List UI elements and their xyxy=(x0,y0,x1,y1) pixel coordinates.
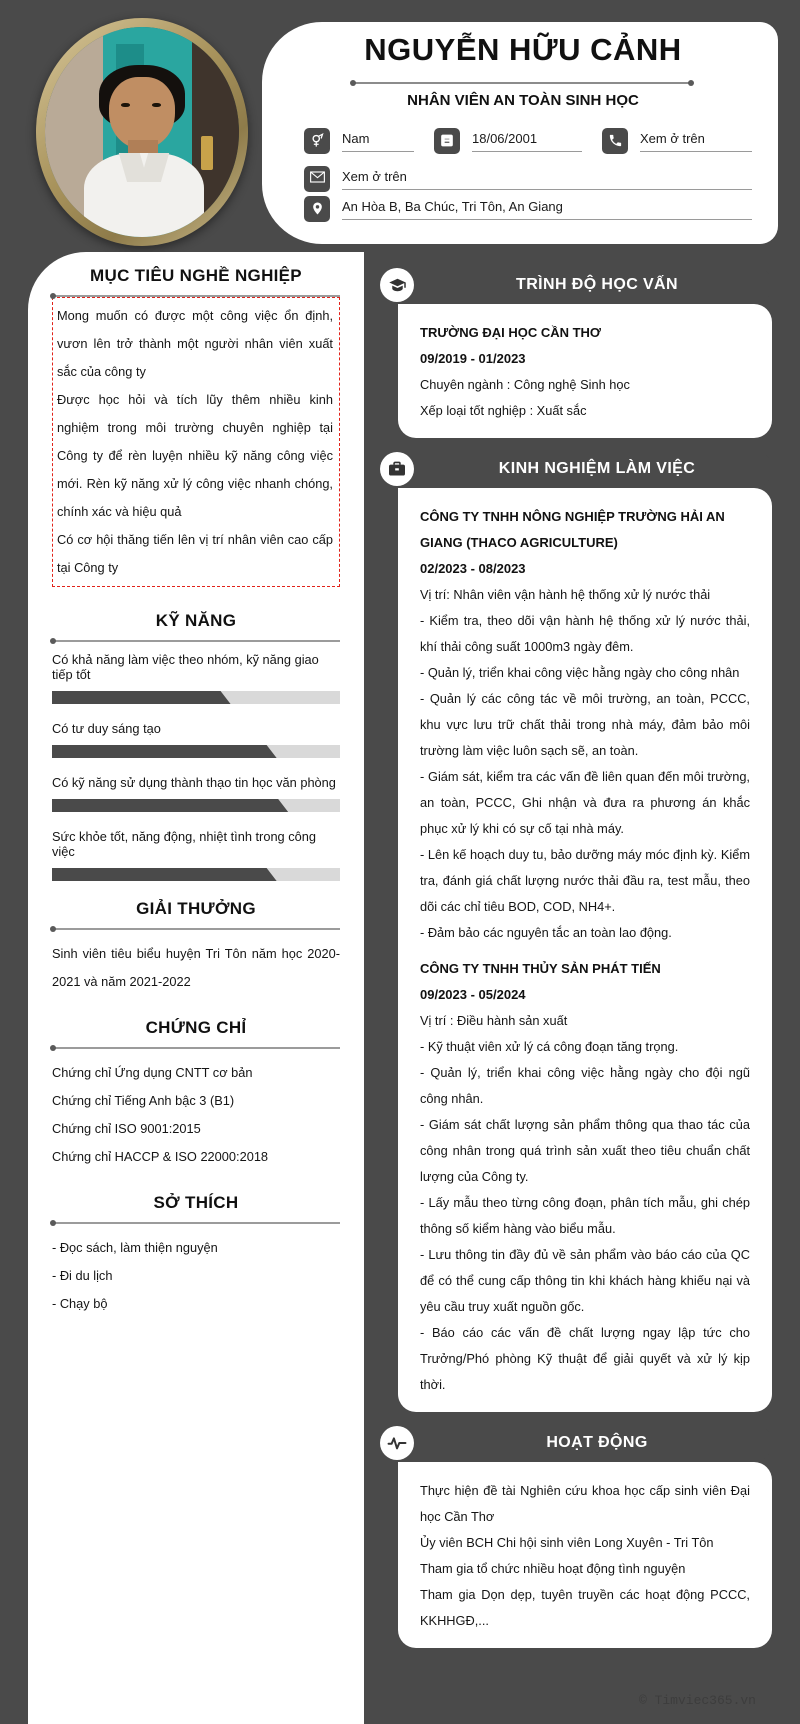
list-item: - Chạy bộ xyxy=(52,1296,108,1311)
experience-job xyxy=(420,956,750,1398)
activities-card xyxy=(398,1462,772,1648)
skill-label: Có khả năng làm việc theo nhóm, kỹ năng giao tiếp tốt xyxy=(52,652,319,682)
dob-value: 18/06/2001 xyxy=(472,131,582,152)
skill-bar-track xyxy=(52,691,340,704)
avatar xyxy=(36,18,248,246)
certificates-divider xyxy=(52,1047,340,1049)
certificates-heading: CHỨNG CHỈ xyxy=(145,1018,247,1037)
gender-icon xyxy=(304,128,330,154)
skill-bar-fill xyxy=(52,691,231,704)
section-certificates xyxy=(52,1018,340,1171)
hobbies-divider xyxy=(52,1222,340,1224)
company-name: CÔNG TY TNHH THỦY SẢN PHÁT TIẾN xyxy=(420,961,661,976)
list-item: Chứng chỉ HACCP & ISO 22000:2018 xyxy=(52,1149,269,1164)
job-duty: - Báo cáo các vấn đề chất lượng ngay lập tức cho Trưởng/Phó phòng Kỹ thuật để giải quyết và xử lý kịp thời. xyxy=(420,1325,750,1392)
education-card xyxy=(398,304,772,438)
awards-heading: GIẢI THƯỞNG xyxy=(136,899,256,918)
objective-heading: MỤC TIÊU NGHỀ NGHIỆP xyxy=(90,266,302,285)
skill-item xyxy=(52,652,340,704)
objective-line: Có cơ hội thăng tiến lên vị trí nhân viên cao cấp tại Công ty xyxy=(57,532,333,575)
skill-bar-fill xyxy=(52,868,277,881)
skills-heading: KỸ NĂNG xyxy=(155,611,237,630)
footer-credit: © Timviec365.vn xyxy=(638,1693,756,1708)
skills-divider xyxy=(52,640,340,642)
activity-item: Tham gia Dọn dẹp, tuyên truyền các hoạt động PCCC, KKHHGĐ,... xyxy=(420,1587,750,1628)
skill-bar-track xyxy=(52,868,340,881)
list-item: - Đọc sách, làm thiện nguyện xyxy=(52,1240,218,1255)
activity-item: Tham gia tổ chức nhiều hoạt động tình nguyện xyxy=(420,1561,686,1576)
skill-bar-track xyxy=(52,745,340,758)
job-duty: - Giám sát chất lượng sản phẩm thông qua thao tác của công nhân trong quá trình sản xuất theo tiêu chuẩn chất lượng của Công ty. xyxy=(420,1117,750,1184)
envelope-icon xyxy=(304,166,330,192)
job-position: Vị trí : Điều hành sản xuất xyxy=(420,1013,568,1028)
title-divider xyxy=(352,82,692,84)
job-duty: - Quản lý, triển khai công việc hằng ngày cho đội ngũ công nhân. xyxy=(420,1065,750,1106)
skill-bar-track xyxy=(52,799,340,812)
phone-icon xyxy=(602,128,628,154)
job-period: 09/2023 - 05/2024 xyxy=(420,987,526,1002)
section-experience xyxy=(380,450,772,1412)
objective-line: Được học hỏi và tích lũy thêm nhiều kinh nghiệm trong môi trường chuyên nghiệp tại Công ty để rèn luyện nhiều kỹ năng công việc mới. Rèn kỹ năng xử lý công việc nhanh chóng, chính xác và hiệu quả xyxy=(57,392,333,519)
company-name: CÔNG TY TNHH NÔNG NGHIỆP TRƯỜNG HẢI AN GIANG (THACO AGRICULTURE) xyxy=(420,509,725,550)
activities-heading: HOẠT ĐỘNG xyxy=(546,1434,648,1451)
school-name: TRƯỜNG ĐẠI HỌC CẦN THƠ xyxy=(420,325,602,340)
education-period: 09/2019 - 01/2023 xyxy=(420,351,526,366)
activity-item: Thực hiện đề tài Nghiên cứu khoa học cấp sinh viên Đại học Cần Thơ xyxy=(420,1483,750,1524)
job-duty: - Đảm bảo các nguyên tắc an toàn lao động. xyxy=(420,925,672,940)
skill-label: Có kỹ năng sử dụng thành thạo tin học văn phòng xyxy=(52,775,336,790)
gender-value: Nam xyxy=(342,131,414,152)
section-education xyxy=(380,266,772,438)
section-objective xyxy=(52,266,340,587)
activities-header-bar xyxy=(398,1424,772,1462)
section-activities xyxy=(380,1424,772,1648)
list-item: Chứng chỉ ISO 9001:2015 xyxy=(52,1121,201,1136)
hobbies-heading: SỞ THÍCH xyxy=(153,1193,239,1212)
list-item: Chứng chỉ Ứng dụng CNTT cơ bản xyxy=(52,1065,253,1080)
job-title: NHÂN VIÊN AN TOÀN SINH HỌC xyxy=(407,92,639,109)
job-duty: - Lên kế hoạch duy tu, bảo dưỡng máy móc định kỳ. Kiểm tra, đánh giá chất lượng nước thải đầu ra, test mẫu, theo dõi các chỉ tiêu BOD, COD, NH4+. xyxy=(420,847,750,914)
activity-item: Ủy viên BCH Chi hội sinh viên Long Xuyên - Tri Tôn xyxy=(420,1535,714,1550)
skill-item xyxy=(52,775,340,812)
graduation-cap-icon xyxy=(380,268,414,302)
email-value: Xem ở trên xyxy=(342,169,752,190)
left-column xyxy=(28,252,364,1724)
cv-header xyxy=(0,0,800,252)
skill-item xyxy=(52,829,340,881)
job-duty: - Lưu thông tin đầy đủ về sản phẩm vào báo cáo của QC để có thể cung cấp thông tin khi khách hàng khiếu nại và yêu cầu truy xuất nguồn gốc. xyxy=(420,1247,750,1314)
experience-job xyxy=(420,504,750,946)
education-grade: Xếp loại tốt nghiệp : Xuất sắc xyxy=(420,403,587,418)
skill-label: Có tư duy sáng tạo xyxy=(52,721,161,736)
job-duty: - Lấy mẫu theo từng công đoạn, phân tích mẫu, ghi chép thông số kiểm hàng vào biểu mẫu. xyxy=(420,1195,750,1236)
experience-heading: KINH NGHIỆM LÀM VIỆC xyxy=(498,460,696,477)
awards-divider xyxy=(52,928,340,930)
job-duty: - Quản lý, triển khai công việc hằng ngày cho công nhân xyxy=(420,665,740,680)
phone-value: Xem ở trên xyxy=(640,131,752,152)
activity-pulse-icon xyxy=(380,1426,414,1460)
experience-card xyxy=(398,488,772,1412)
experience-header-bar xyxy=(398,450,772,488)
job-duty: - Kiểm tra, theo dõi vận hành hệ thống xử lý nước thải, khí thải công suất 1000m3 ngày đêm. xyxy=(420,613,750,654)
job-duty: - Kỹ thuật viên xử lý cá công đoạn tăng trọng. xyxy=(420,1039,679,1054)
section-awards xyxy=(52,899,340,996)
job-position: Vị trí: Nhân viên vận hành hệ thống xử lý nước thải xyxy=(420,587,711,602)
briefcase-icon xyxy=(380,452,414,486)
job-duty: - Giám sát, kiểm tra các vấn đề liên quan đến môi trường, an toàn, PCCC, Ghi nhận và đưa ra phương án khắc phục xử lý khi có sự cố tại nhà máy. xyxy=(420,769,750,836)
section-skills xyxy=(52,611,340,881)
objective-line: Mong muốn có được một công việc ổn định, vươn lên trở thành một người nhân viên xuất sắc của công ty xyxy=(57,308,333,379)
job-duty: - Quản lý các công tác về môi trường, an toàn, PCCC, khu vực lưu trữ chất thải trong nhà máy, đảm bảo môi trường làm việc luôn sạch sẽ, an toàn. xyxy=(420,691,750,758)
awards-text: Sinh viên tiêu biểu huyện Tri Tôn năm học 2020-2021 và năm 2021-2022 xyxy=(52,946,340,989)
objective-divider xyxy=(52,295,340,297)
list-item: Chứng chỉ Tiếng Anh bậc 3 (B1) xyxy=(52,1093,235,1108)
section-hobbies xyxy=(52,1193,340,1318)
job-period: 02/2023 - 08/2023 xyxy=(420,561,526,576)
skill-bar-fill xyxy=(52,799,288,812)
avatar-photo xyxy=(45,27,239,237)
right-column xyxy=(380,252,772,1724)
skill-bar-fill xyxy=(52,745,277,758)
address-value: An Hòa B, Ba Chúc, Tri Tôn, An Giang xyxy=(342,199,752,220)
list-item: - Đi du lịch xyxy=(52,1268,113,1283)
page-title: NGUYỄN HỮU CẢNH xyxy=(364,32,682,67)
education-header-bar xyxy=(398,266,772,304)
education-major: Chuyên ngành : Công nghệ Sinh học xyxy=(420,377,630,392)
education-heading: TRÌNH ĐỘ HỌC VẤN xyxy=(516,276,678,293)
calendar-icon xyxy=(434,128,460,154)
skill-item xyxy=(52,721,340,758)
skill-label: Sức khỏe tốt, năng động, nhiệt tình trong công việc xyxy=(52,829,316,859)
location-pin-icon xyxy=(304,196,330,222)
objective-text xyxy=(52,297,340,587)
